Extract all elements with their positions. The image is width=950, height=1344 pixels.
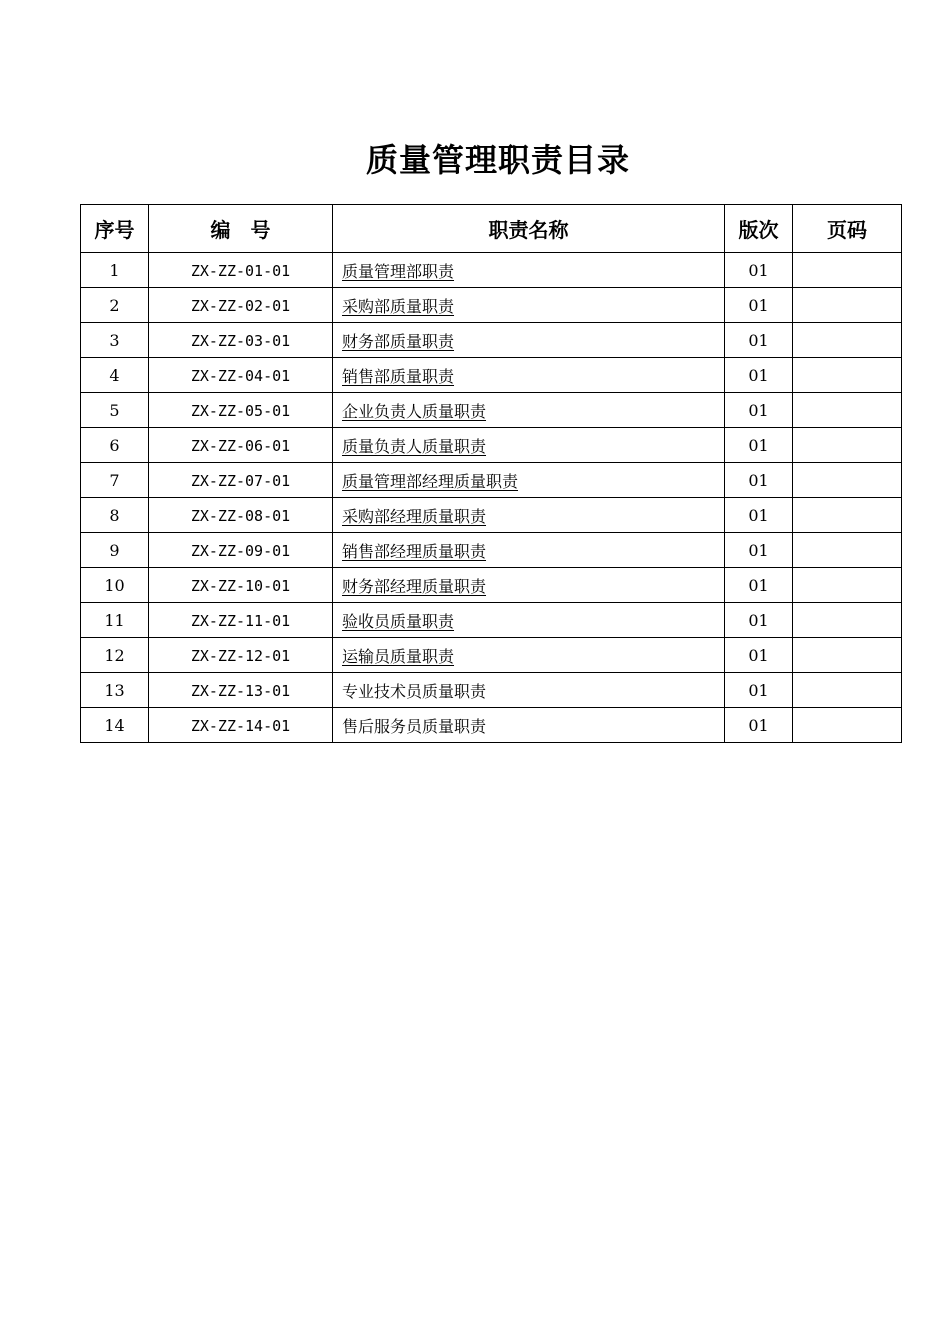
row-index-cell: 1 (81, 253, 149, 288)
duty-link[interactable]: 质量负责人质量职责 (342, 436, 487, 456)
table-row (81, 323, 902, 358)
row-code-cell (149, 568, 333, 603)
header-index: 序号 (81, 205, 149, 253)
row-code-cell (149, 533, 333, 568)
row-version-cell: 01 (725, 428, 793, 463)
duty-link[interactable]: 运输员质量职责 (342, 646, 455, 666)
row-code-cell (149, 603, 333, 638)
row-version-cell: 01 (725, 568, 793, 603)
row-version-cell: 01 (725, 463, 793, 498)
row-name-cell (333, 673, 725, 708)
row-code-cell (149, 253, 333, 288)
row-code-cell (149, 673, 333, 708)
row-name-cell (333, 533, 725, 568)
duty-code-text: ZX-ZZ-14-01 (190, 716, 291, 735)
row-version-cell: 01 (725, 603, 793, 638)
duty-link[interactable]: 采购部经理质量职责 (342, 506, 487, 526)
row-name-cell (333, 568, 725, 603)
duty-link[interactable]: 企业负责人质量职责 (342, 401, 487, 421)
row-index-cell: 2 (81, 288, 149, 323)
row-name-cell (333, 708, 725, 743)
row-page-cell (793, 323, 902, 358)
row-version-cell: 01 (725, 358, 793, 393)
row-version-cell: 01 (725, 533, 793, 568)
header-version: 版次 (725, 205, 793, 253)
row-name-cell (333, 393, 725, 428)
row-version-cell: 01 (725, 708, 793, 743)
duty-link[interactable]: 销售部质量职责 (342, 366, 455, 386)
duty-name-text: 专业技术员质量职责 (342, 681, 487, 701)
row-code-cell (149, 323, 333, 358)
table-row (81, 288, 902, 323)
duty-code-text: ZX-ZZ-12-01 (190, 646, 291, 665)
row-name-cell (333, 603, 725, 638)
row-index-cell: 9 (81, 533, 149, 568)
row-index-cell: 3 (81, 323, 149, 358)
duty-code-text: ZX-ZZ-04-01 (190, 366, 291, 385)
table-row (81, 533, 902, 568)
row-version-cell: 01 (725, 323, 793, 358)
table-row (81, 673, 902, 708)
row-page-cell (793, 498, 902, 533)
row-page-cell (793, 673, 902, 708)
row-code-cell (149, 288, 333, 323)
row-index-cell: 7 (81, 463, 149, 498)
row-version-cell: 01 (725, 253, 793, 288)
row-name-cell (333, 358, 725, 393)
row-page-cell (793, 603, 902, 638)
duty-code-text: ZX-ZZ-08-01 (190, 506, 291, 525)
row-version-cell: 01 (725, 638, 793, 673)
duty-link[interactable]: 验收员质量职责 (342, 611, 455, 631)
row-code-cell (149, 498, 333, 533)
row-page-cell (793, 393, 902, 428)
duty-code-text: ZX-ZZ-10-01 (190, 576, 291, 595)
header-name: 职责名称 (333, 205, 725, 253)
row-code-cell (149, 393, 333, 428)
duty-code-text: ZX-ZZ-09-01 (190, 541, 291, 560)
row-page-cell (793, 358, 902, 393)
table-row (81, 638, 902, 673)
duty-link[interactable]: 财务部质量职责 (342, 331, 455, 351)
duty-code-text: ZX-ZZ-07-01 (190, 471, 291, 490)
row-index-cell: 12 (81, 638, 149, 673)
row-name-cell (333, 288, 725, 323)
row-index-cell: 5 (81, 393, 149, 428)
row-page-cell (793, 533, 902, 568)
page-title: 质量管理职责目录 (365, 141, 630, 179)
row-code-cell (149, 428, 333, 463)
table-row (81, 393, 902, 428)
row-index-cell: 6 (81, 428, 149, 463)
row-page-cell (793, 428, 902, 463)
row-version-cell: 01 (725, 498, 793, 533)
row-page-cell (793, 638, 902, 673)
row-index-cell: 4 (81, 358, 149, 393)
row-index-cell: 11 (81, 603, 149, 638)
duty-code-text: ZX-ZZ-06-01 (190, 436, 291, 455)
row-code-cell (149, 708, 333, 743)
row-index-cell: 14 (81, 708, 149, 743)
header-code: 编 号 (149, 205, 333, 253)
duty-code-text: ZX-ZZ-02-01 (190, 296, 291, 315)
row-name-cell (333, 323, 725, 358)
duty-name-text: 售后服务员质量职责 (342, 716, 487, 736)
duty-link[interactable]: 质量管理部职责 (342, 261, 455, 281)
row-page-cell (793, 568, 902, 603)
row-code-cell (149, 638, 333, 673)
row-page-cell (793, 253, 902, 288)
row-page-cell (793, 708, 902, 743)
row-index-cell: 13 (81, 673, 149, 708)
duty-link[interactable]: 销售部经理质量职责 (342, 541, 487, 561)
row-name-cell (333, 463, 725, 498)
duty-code-text: ZX-ZZ-13-01 (190, 681, 291, 700)
duty-code-text: ZX-ZZ-03-01 (190, 331, 291, 350)
table-row (81, 603, 902, 638)
row-name-cell (333, 253, 725, 288)
row-page-cell (793, 463, 902, 498)
table-row (81, 428, 902, 463)
table-body (81, 253, 902, 743)
header-page: 页码 (793, 205, 902, 253)
table-row (81, 498, 902, 533)
row-index-cell: 10 (81, 568, 149, 603)
duty-catalog-table (80, 204, 902, 743)
duty-link[interactable]: 财务部经理质量职责 (342, 576, 487, 596)
row-version-cell: 01 (725, 673, 793, 708)
table-row (81, 568, 902, 603)
row-name-cell (333, 638, 725, 673)
table-header-row (81, 205, 902, 253)
row-version-cell: 01 (725, 288, 793, 323)
duty-link[interactable]: 采购部质量职责 (342, 296, 455, 316)
row-page-cell (793, 288, 902, 323)
table-row (81, 463, 902, 498)
duty-code-text: ZX-ZZ-11-01 (190, 611, 291, 630)
duty-code-text: ZX-ZZ-01-01 (190, 261, 291, 280)
row-name-cell (333, 428, 725, 463)
row-index-cell: 8 (81, 498, 149, 533)
table-row (81, 708, 902, 743)
row-version-cell: 01 (725, 393, 793, 428)
duty-code-text: ZX-ZZ-05-01 (190, 401, 291, 420)
row-code-cell (149, 358, 333, 393)
duty-link[interactable]: 质量管理部经理质量职责 (342, 471, 519, 491)
table-row (81, 253, 902, 288)
row-name-cell (333, 498, 725, 533)
table-row (81, 358, 902, 393)
row-code-cell (149, 463, 333, 498)
